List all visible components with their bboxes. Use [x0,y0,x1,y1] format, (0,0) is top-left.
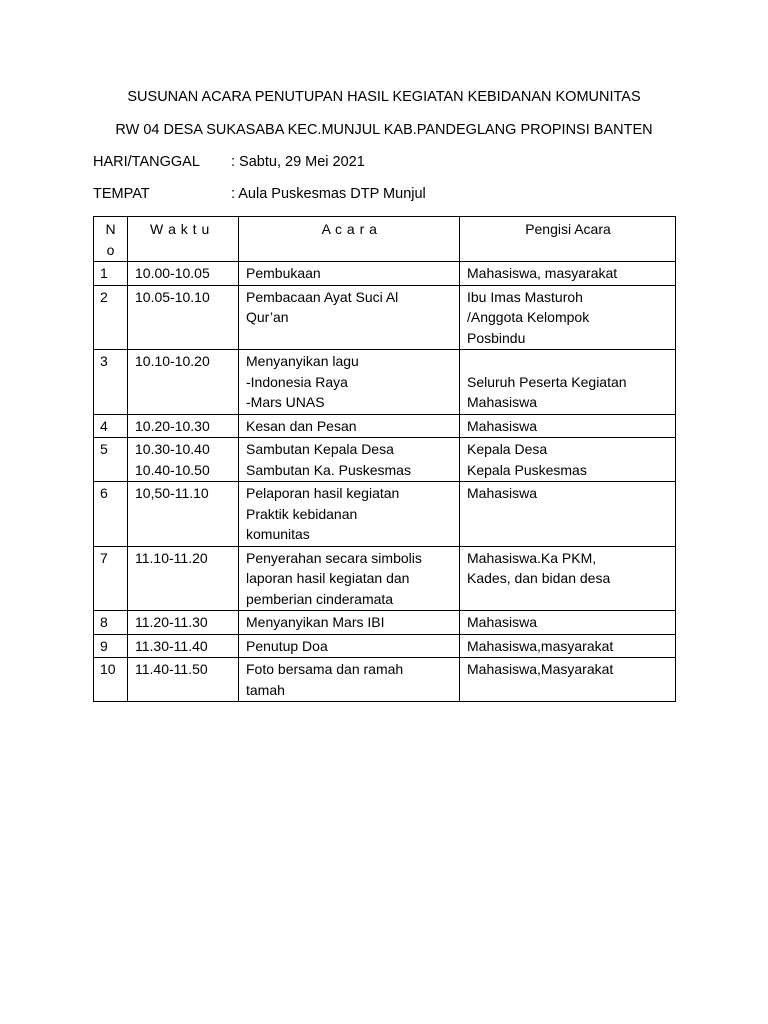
pengisi-line: Mahasiswa [467,485,538,501]
cell-waktu [128,658,239,702]
cell-acara [239,350,460,415]
place-label: TEMPAT [93,186,150,202]
waktu-line: 11.40-11.50 [135,661,208,677]
acara-line: pemberian cinderamata [246,590,394,607]
date-value: : Sabtu, 29 Mei 2021 [231,154,365,170]
pengisi-line: Kepala Puskesmas [467,461,587,478]
cell-waktu [128,546,239,611]
schedule-body [94,262,676,702]
pengisi-line [467,351,669,372]
pengisi-line: Kepala Desa [467,441,548,457]
pengisi-line: Kades, dan bidan desa [467,570,611,586]
cell-acara [239,262,460,286]
acara-line: Menyanyikan Mars IBI [246,614,385,630]
cell-waktu [128,634,239,658]
acara-line: Pembukaan [246,265,321,281]
table-row [94,611,676,635]
cell-no: 6 [94,482,128,547]
pengisi-line: Seluruh Peserta Kegiatan [467,373,627,390]
cell-no: 3 [94,350,128,415]
pengisi-line: Mahasiswa [467,394,538,410]
cell-waktu [128,611,239,635]
document-title-line-1: SUSUNAN ACARA PENUTUPAN HASIL KEGIATAN KEBIDANAN KOMUNITAS [127,89,641,105]
header-no-line: o [106,241,115,258]
header-no [94,217,128,262]
table-row [94,658,676,702]
cell-no: 4 [94,414,128,438]
cell-no: 5 [94,438,128,482]
cell-waktu [128,482,239,547]
pengisi-line: Mahasiswa, masyarakat [467,265,618,281]
cell-pengisi [460,658,676,702]
cell-pengisi [460,414,676,438]
table-row [94,438,676,482]
waktu-line: 10,50-11.10 [135,485,209,501]
table-row [94,414,676,438]
pengisi-line: Mahasiswa [467,614,538,630]
cell-pengisi [460,285,676,350]
table-row [94,634,676,658]
document-title-line-2: RW 04 DESA SUKASABA KEC.MUNJUL KAB.PANDEGLANG PROPINSI BANTEN [115,122,653,138]
table-row [94,482,676,547]
acara-line: Sambutan Ka. Puskesmas [246,461,411,478]
pengisi-line: Ibu Imas Masturoh [467,288,583,305]
acara-line: Sambutan Kepala Desa [246,441,394,457]
acara-line: -Indonesia Raya [246,373,348,390]
acara-line: laporan hasil kegiatan dan [246,570,410,586]
waktu-line: 10.40-10.50 [135,461,210,478]
cell-no: 1 [94,262,128,286]
waktu-line: 10.00-10.05 [135,265,210,281]
acara-line: tamah [246,681,285,698]
cell-acara [239,634,460,658]
acara-line: Pelaporan hasil kegiatan [246,485,400,501]
cell-no: 10 [94,658,128,702]
cell-pengisi [460,262,676,286]
cell-no: 2 [94,285,128,350]
cell-pengisi [460,546,676,611]
acara-line: Foto bersama dan ramah [246,661,404,677]
waktu-line: 11.30-11.40 [135,637,208,654]
cell-no: 8 [94,611,128,635]
acara-line: -Mars UNAS [246,394,325,410]
acara-line: Kesan dan Pesan [246,417,357,434]
cell-pengisi [460,634,676,658]
pengisi-line: Mahasiswa.Ka PKM, [467,549,597,566]
cell-acara [239,414,460,438]
header-pengisi: Pengisi Acara [460,217,676,262]
header-waktu: W a k t u [128,217,239,262]
cell-pengisi [460,482,676,547]
table-row [94,546,676,611]
waktu-line: 10.30-10.40 [135,441,210,457]
pengisi-line: /Anggota Kelompok [467,309,590,325]
place-value: : Aula Puskesmas DTP Munjul [231,186,426,202]
cell-acara [239,438,460,482]
waktu-line: 10.10-10.20 [135,353,210,369]
cell-pengisi [460,350,676,415]
cell-no: 9 [94,634,128,658]
acara-line: Penyerahan secara simbolis [246,549,422,566]
table-row [94,262,676,286]
cell-pengisi [460,611,676,635]
acara-line: komunitas [246,526,310,542]
schedule-table [93,216,676,702]
header-no-line: N [105,221,116,237]
cell-no: 7 [94,546,128,611]
cell-pengisi [460,438,676,482]
pengisi-line: Posbindu [467,329,526,346]
cell-acara [239,546,460,611]
acara-line: Pembacaan Ayat Suci Al [246,288,399,305]
pengisi-line: Mahasiswa [467,417,538,434]
table-row [94,285,676,350]
cell-waktu [128,262,239,286]
acara-line: Penutup Doa [246,637,328,654]
table-row [94,350,676,415]
meta-date-row [93,154,365,170]
waktu-line: 10.05-10.10 [135,288,210,305]
cell-waktu [128,438,239,482]
cell-acara [239,285,460,350]
table-header-row [94,217,676,262]
pengisi-line: Mahasiswa,Masyarakat [467,661,614,677]
pengisi-line: Mahasiswa,masyarakat [467,637,614,654]
acara-line: Praktik kebidanan [246,505,358,522]
acara-line: Menyanyikan lagu [246,353,359,369]
date-label: HARI/TANGGAL [93,154,200,170]
cell-waktu [128,285,239,350]
waktu-line: 11.20-11.30 [135,614,208,630]
meta-place-row [93,186,426,202]
waktu-line: 11.10-11.20 [135,549,208,566]
cell-acara [239,658,460,702]
header-acara: A c a r a [239,217,460,262]
cell-waktu [128,350,239,415]
acara-line: Qur’an [246,309,289,325]
cell-acara [239,611,460,635]
cell-acara [239,482,460,547]
cell-waktu [128,414,239,438]
waktu-line: 10.20-10.30 [135,417,210,434]
